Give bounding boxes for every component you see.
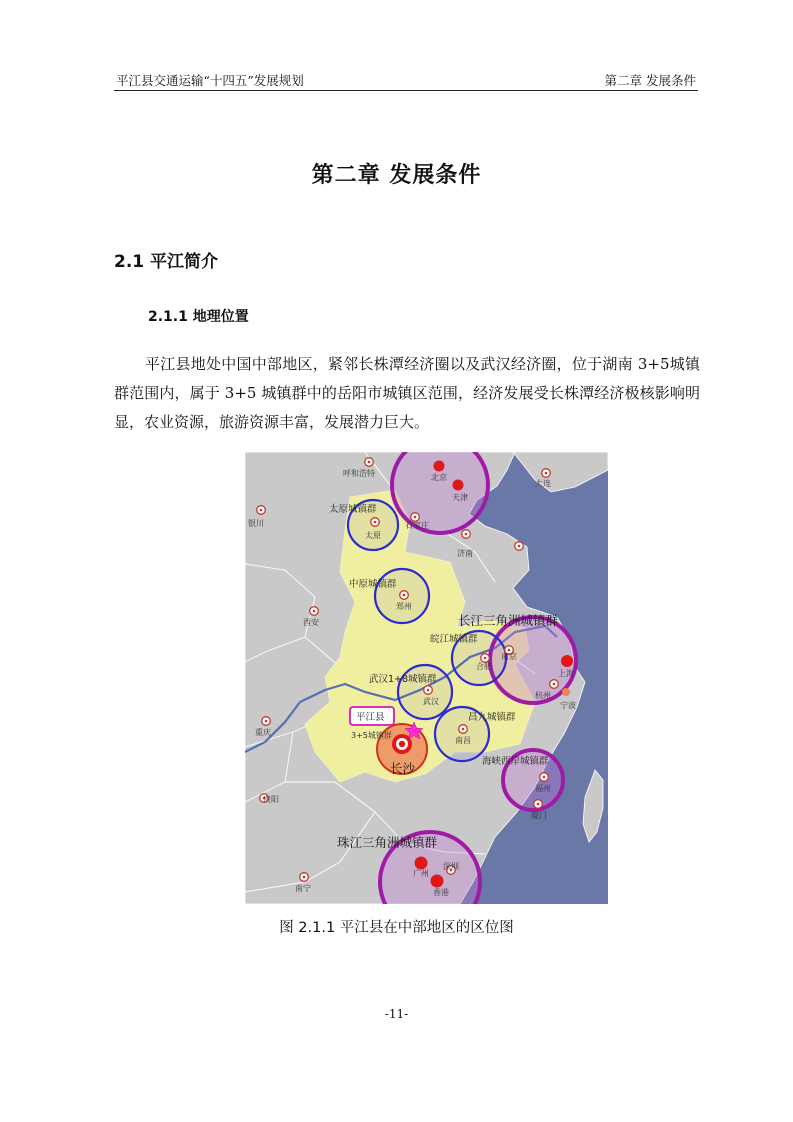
map-city-nanning: 南宁	[295, 884, 311, 893]
map-city-hohhot: 呼和浩特	[343, 469, 375, 478]
map-city-guangzhou: 广州	[413, 869, 429, 878]
header-chapter: 第二章 发展条件	[604, 73, 696, 88]
group-label-wuhan: 武汉1+8城镇群	[369, 674, 437, 685]
map-city-jinan: 济南	[457, 549, 473, 558]
map-city-fuzhou: 福州	[535, 784, 551, 793]
map-city-guiyang: 贵阳	[263, 795, 279, 804]
location-map-svg	[245, 452, 608, 904]
location-map	[245, 452, 608, 904]
map-city-nanjing: 南京	[501, 652, 517, 661]
map-city-tianjin: 天津	[452, 493, 468, 502]
header-document-title: 平江县交通运输“十四五”发展规划	[116, 73, 304, 88]
map-city-shanghai: 上海	[558, 669, 574, 678]
body-paragraph: 平江县地处中国中部地区，紧邻长株潭经济圈以及武汉经济圈，位于湖南 3+5城镇群范围内，属于 3+5 城镇群中的岳阳市城镇区范围，经济发展受长株潭经济极核影响明显，农业资源，旅游资源丰富，发展潜力巨大。	[114, 355, 700, 431]
map-city-dalian: 大连	[535, 479, 551, 488]
map-city-chongqing: 重庆	[255, 728, 271, 737]
group-label-zhongyuan: 中原城镇群	[349, 579, 397, 590]
map-city-changsha: 长沙	[390, 761, 416, 776]
liaodong-peninsula	[513, 452, 608, 492]
map-city-wuhan: 武汉	[423, 697, 439, 706]
map-city-nanchang: 南昌	[455, 736, 471, 745]
group-label-wanjiang: 皖江城镇群	[430, 634, 478, 645]
map-city-hefei: 合肥	[476, 662, 492, 671]
group-label-pearl-delta: 珠江三角洲城镇群	[337, 835, 438, 850]
taiwan-island	[583, 770, 603, 842]
group-label-haixia: 海峡西岸城镇群	[482, 756, 549, 767]
figure-caption: 图 2.1.1 平江县在中部地区的区位图	[279, 920, 514, 936]
page-number: -11-	[384, 1007, 409, 1021]
map-city-zhengzhou: 郑州	[396, 602, 412, 611]
chapter-title: 第二章 发展条件	[311, 163, 482, 188]
map-city-hongkong: 香港	[433, 888, 449, 897]
map-city-yinchuan: 银川	[248, 519, 264, 528]
group-label-taiyuan: 太原城镇群	[329, 504, 377, 515]
group-label-changjiu: 昌九城镇群	[468, 712, 516, 723]
pingjiang-label: 平江县	[356, 712, 385, 723]
map-city-shenzhen: 深圳	[443, 862, 459, 871]
map-city-xian: 西安	[303, 618, 319, 627]
group-label-yangtze-delta: 长江三角洲城镇群	[458, 613, 559, 628]
map-city-taiyuan: 太原	[365, 531, 381, 540]
group-label-hunan: 3+5城镇群	[351, 731, 392, 740]
map-city-ningbo: 宁波	[560, 701, 576, 710]
subsection-heading: 2.1.1 地理位置	[148, 309, 249, 325]
map-city-beijing: 北京	[431, 473, 447, 482]
running-header	[114, 68, 698, 91]
map-city-hangzhou: 杭州	[535, 691, 551, 700]
map-city-shijiazhuang: 石家庄	[405, 521, 429, 530]
map-city-xiamen: 厦门	[531, 811, 547, 820]
section-heading: 2.1 平江简介	[114, 252, 219, 272]
